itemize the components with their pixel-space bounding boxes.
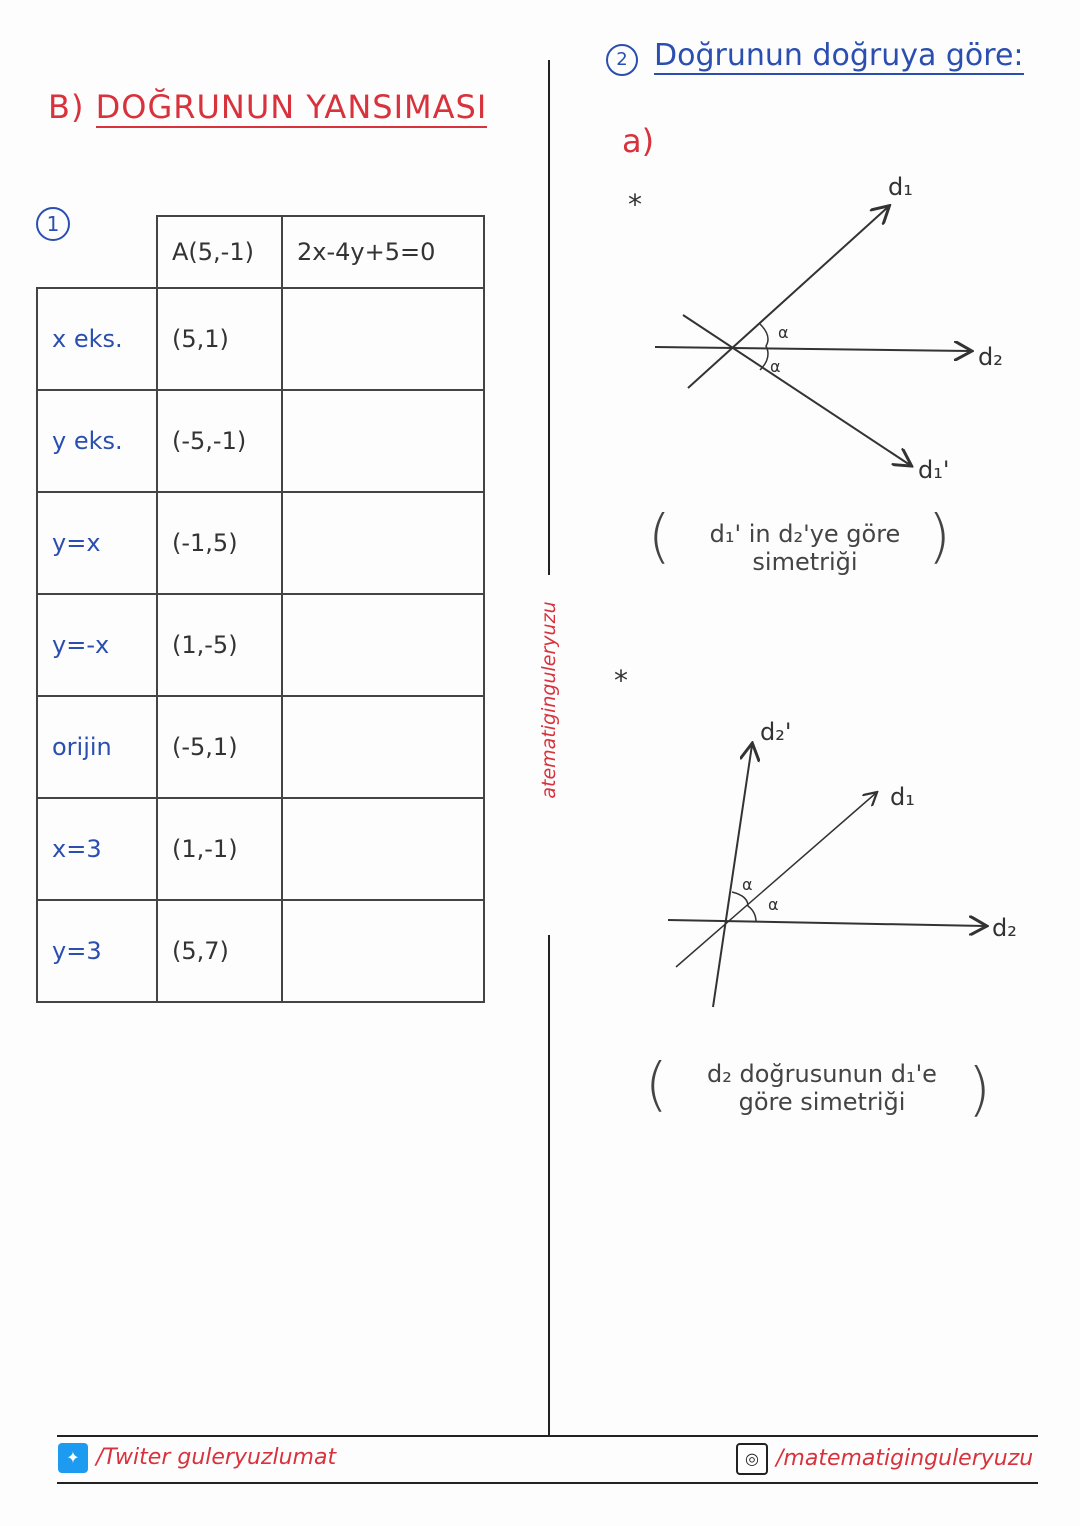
circled-number: 2 — [606, 44, 638, 76]
point-cell: (1,-5) — [157, 594, 282, 696]
footer-line-top — [57, 1435, 1038, 1437]
caption-line: d₂ doğrusunun d₁'e — [707, 1060, 937, 1088]
label-alpha: α — [742, 875, 753, 894]
row-label: y=x — [37, 492, 157, 594]
point-cell: (-5,-1) — [157, 390, 282, 492]
instagram-link[interactable] — [736, 1443, 1033, 1475]
circled-number: 1 — [36, 207, 70, 241]
twitter-handle: /Twiter guleryuzlumat — [96, 1445, 337, 1470]
label-d2: d₂ — [992, 914, 1017, 942]
watermark: atematiginguleryuzu — [538, 601, 560, 799]
line-d1 — [676, 793, 876, 967]
line-d1 — [688, 207, 888, 388]
caption-1 — [670, 520, 940, 576]
title-text: DOĞRUNUN YANSIMASI — [95, 88, 488, 126]
bullet-star: * — [628, 188, 642, 221]
label-alpha: α — [778, 323, 789, 342]
row-label: x eks. — [37, 288, 157, 390]
point-cell: (5,1) — [157, 288, 282, 390]
row-label: x=3 — [37, 798, 157, 900]
row-label: y=3 — [37, 900, 157, 1002]
row-label: orijin — [37, 696, 157, 798]
open-paren: ( — [648, 502, 671, 570]
instagram-handle: /matematiginguleryuzu — [776, 1446, 1034, 1471]
diagram-2 — [668, 718, 1017, 1007]
label-d1: d₁ — [890, 783, 915, 811]
footer-line-bottom — [57, 1482, 1038, 1484]
line-d1-prime — [683, 315, 910, 465]
diagram-1 — [655, 173, 1003, 484]
row-label: y eks. — [37, 390, 157, 492]
label-d2-prime: d₂' — [760, 718, 792, 746]
title-text: Doğrunun doğruya göre: — [654, 38, 1024, 73]
part-label: a) — [622, 122, 655, 160]
caption-line: d₁' in d₂'ye göre — [709, 520, 901, 548]
row-label: y=-x — [37, 594, 157, 696]
point-cell: (-5,1) — [157, 696, 282, 798]
caption-line: simetriği — [752, 548, 858, 576]
open-paren: ( — [645, 1050, 668, 1118]
instagram-icon: ◎ — [736, 1443, 768, 1475]
label-d1: d₁ — [888, 173, 913, 201]
line-d2 — [668, 920, 985, 926]
label-d1-prime: d₁' — [918, 456, 950, 484]
label-d2: d₂ — [978, 343, 1003, 371]
point-cell: (-1,5) — [157, 492, 282, 594]
close-paren: ) — [928, 502, 951, 570]
twitter-link[interactable] — [58, 1443, 336, 1473]
label-alpha: α — [770, 357, 781, 376]
caption-line: göre simetriği — [738, 1088, 906, 1116]
caption-2 — [672, 1060, 972, 1116]
angle-arc — [760, 324, 768, 370]
twitter-icon: ✦ — [58, 1443, 88, 1473]
label-alpha: α — [768, 895, 779, 914]
title-prefix: B) — [48, 88, 85, 126]
line-d2 — [655, 347, 970, 351]
header-cell: 2x-4y+5=0 — [282, 216, 484, 288]
bullet-star: * — [614, 664, 628, 697]
close-paren: ) — [968, 1055, 991, 1123]
point-cell: (1,-1) — [157, 798, 282, 900]
header-cell: A(5,-1) — [157, 216, 282, 288]
point-cell: (5,7) — [157, 900, 282, 1002]
